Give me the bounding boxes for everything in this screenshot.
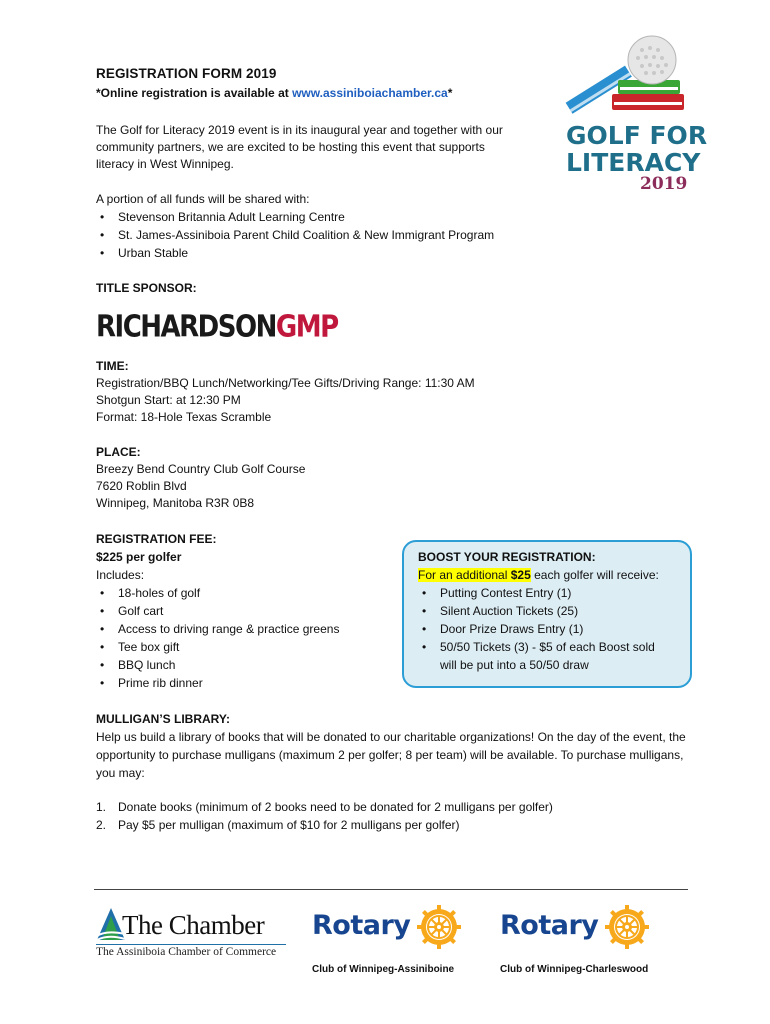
list-item <box>96 816 692 834</box>
funds-lead: A portion of all funds will be shared with: <box>96 192 310 206</box>
place-line: 7620 Roblin Blvd <box>96 479 187 493</box>
rotary-wheel-icon <box>416 904 462 950</box>
boost-heading: BOOST YOUR REGISTRATION: <box>418 550 596 564</box>
chamber-name: The Chamber <box>122 910 265 940</box>
option-number: 2. <box>96 818 107 832</box>
online-suffix: * <box>447 86 453 100</box>
golf-for-literacy-wordmark <box>566 122 707 176</box>
list-item: • St. James-Assiniboia Parent Child Coalition & New Immigrant Program <box>96 226 536 244</box>
logo-line-2: LITERACY <box>566 148 701 177</box>
boost-lead-prefix: For an additional <box>418 568 511 582</box>
fee-label: REGISTRATION FEE: <box>96 532 217 546</box>
footer-divider <box>94 889 688 890</box>
online-prefix: *Online registration is available at <box>96 86 293 100</box>
list-item: • 50/50 Tickets (3) - $5 of each Boost sold will be put into a 50/50 draw <box>418 638 668 674</box>
fee-includes-list <box>96 584 396 692</box>
website-link[interactable]: www.assiniboiachamber.ca <box>292 86 448 100</box>
logo-gmp: GMP <box>275 310 338 345</box>
boost-list <box>418 584 668 674</box>
funds-section <box>96 190 536 262</box>
fee-price: $225 per golfer <box>96 550 182 564</box>
place-label: PLACE: <box>96 445 141 459</box>
time-label: TIME: <box>96 359 129 373</box>
time-section <box>96 358 536 426</box>
boost-lead <box>418 566 690 584</box>
list-item: • Silent Auction Tickets (25) <box>418 602 668 620</box>
list-item: • BBQ lunch <box>96 656 396 674</box>
books-and-golf-ball-icon <box>562 34 702 124</box>
list-item: • Golf cart <box>96 602 396 620</box>
rotary-assiniboine-logo <box>310 900 470 982</box>
rotary-charleswood-logo <box>498 900 668 982</box>
boost-registration-box <box>402 540 692 688</box>
time-line: Format: 18-Hole Texas Scramble <box>96 410 272 424</box>
time-line: Registration/BBQ Lunch/Networking/Tee Gifts/Driving Range: 11:30 AM <box>96 376 475 390</box>
list-item: • Stevenson Britannia Adult Learning Centre <box>96 208 536 226</box>
richardson-gmp-logo <box>96 310 338 345</box>
option-text: Donate books (minimum of 2 books need to be donated for 2 mulligans per golfer) <box>118 800 553 814</box>
mulligan-section <box>96 710 692 834</box>
list-item: • Access to driving range & practice greens <box>96 620 396 638</box>
mulligan-text: Help us build a library of books that will be donated to our charitable organizations! On the day of the event, the opportunity to purchase mulligans (maximum 2 per golfer; 8 per team) will be available. To purchase mulligans, you may: <box>96 730 686 780</box>
logo-year: 2019 <box>640 174 688 194</box>
rotary-caption: Club of Winnipeg-Charleswood <box>500 964 649 975</box>
registration-fee-section <box>96 530 396 692</box>
list-item: • Tee box gift <box>96 638 396 656</box>
place-line: Winnipeg, Manitoba R3R 0B8 <box>96 496 255 510</box>
intro-paragraph: The Golf for Literacy 2019 event is in its inaugural year and together with our community partners, we are excited to be hosting this event that supports literacy in West Winnipeg. <box>96 123 503 171</box>
option-number: 1. <box>96 800 107 814</box>
list-item: • Putting Contest Entry (1) <box>418 584 668 602</box>
rotary-caption: Club of Winnipeg-Assiniboine <box>312 964 455 975</box>
mulligan-label: MULLIGAN’S LIBRARY: <box>96 712 230 726</box>
form-title: REGISTRATION FORM 2019 <box>96 66 277 81</box>
list-item: • Urban Stable <box>96 244 536 262</box>
place-section <box>96 444 536 512</box>
fee-includes: Includes: <box>96 568 145 582</box>
option-text: Pay $5 per mulligan (maximum of $10 for 2 mulligans per golfer) <box>118 818 460 832</box>
list-item: • Prime rib dinner <box>96 674 396 692</box>
list-item <box>96 798 692 816</box>
logo-line-1: GOLF FOR <box>566 121 708 150</box>
rotary-wheel-icon <box>604 904 650 950</box>
logo-richardson: RICHARDSON <box>96 310 276 345</box>
list-item: • Door Prize Draws Entry (1) <box>418 620 668 638</box>
rotary-wordmark: Rotary <box>500 910 599 941</box>
golf-for-literacy-logo <box>562 34 702 124</box>
online-registration-note <box>96 86 452 100</box>
chamber-underline <box>96 944 286 945</box>
boost-lead-suffix: each golfer will receive: <box>530 568 659 582</box>
time-line: Shotgun Start: at 12:30 PM <box>96 393 241 407</box>
place-line: Breezy Bend Country Club Golf Course <box>96 462 306 476</box>
title-sponsor-label: TITLE SPONSOR: <box>96 281 197 295</box>
boost-amount: $25 <box>510 568 531 582</box>
mulligan-options <box>96 798 692 834</box>
funds-list <box>96 208 536 262</box>
list-item: • 18-holes of golf <box>96 584 396 602</box>
chamber-logo <box>96 904 286 966</box>
chamber-subtitle: The Assiniboia Chamber of Commerce <box>96 946 277 958</box>
rotary-wordmark: Rotary <box>312 910 411 941</box>
